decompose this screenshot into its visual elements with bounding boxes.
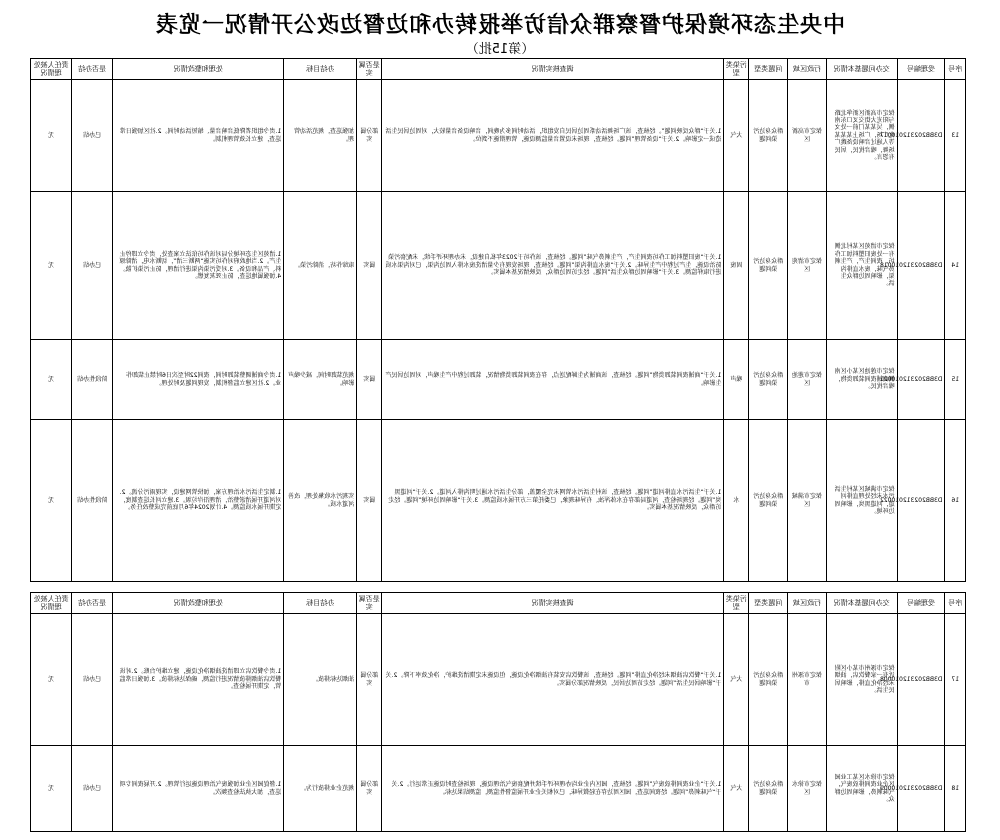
cell-punish: 无 [31,614,72,746]
cell-no: 14 [945,192,966,340]
cell-target: 实现污水收集处理，改善河道水质。 [284,420,357,582]
header-no: 序号 [945,59,966,80]
cell-summary: 保定市满城区某村生活污水未经处理直排河道，河道黑臭，影响周边环境。 [826,420,897,582]
petition-table-top [30,58,966,582]
cell-punish: 无 [31,420,72,582]
cell-fact: 部分属实 [357,614,382,746]
table-row [31,420,966,582]
cell-fact: 属实 [357,340,382,420]
header-fact: 是否属实 [357,593,382,614]
cell-pollution: 大气 [724,614,749,746]
batch-label: （第15批） [465,42,535,57]
cell-id: D3BB202312010018 [897,192,945,340]
cell-region: 保定市清苑区 [788,192,827,340]
cell-fact: 部分属实 [357,746,382,832]
header-done: 是否办结 [72,593,113,614]
cell-pollution: 大气 [724,80,749,192]
cell-investigation: 1.关于“商铺夜间装卸货物”问题。经核查，该商铺为生鲜配送点，存在夜间装卸货物情况，装卸过程中产生噪声，对周边居民产生影响。 [382,340,724,420]
cell-handling: 1.责令商铺调整装卸时间，夜间22时至次日6时禁止装卸作业。2.社区建立监督机制，发现问题及时处理。 [113,340,284,420]
cell-target: 规范企业排放行为。 [284,746,357,832]
cell-region: 保定市高新区 [788,80,827,192]
header-done: 是否办结 [72,59,113,80]
header-summary: 交办问题基本情况 [826,593,897,614]
cell-type: 群众身边污染问题 [749,614,788,746]
cell-investigation: 1.关于“废旧塑料加工作坊夜间生产，产生刺鼻气味”问题。经核查，该作坊于2023年私自建设，未办理环评手续，未配套污染防治设施，生产过程中产生异味。2.关于“废水直排沟渠”问题。经核查，现场发现有少量清洗废水排入周边沟渠，已对沟渠水质进行取样监测。3.关于“影响周边群众生活”问题。经走访周边群众，反映情况基本属实。 [382,192,724,340]
cell-investigation: 1.关于“餐饮店油烟未经净化直排”问题。经核查，该餐饮店安装有油烟净化设施，但设施未定期清洗维护，净化效率下降。2.关于“影响居民生活”问题。经走访周边居民，反映情况部分属实。 [382,614,724,746]
cell-id: D3BB202312010021 [897,340,945,420]
cell-no: 13 [945,80,966,192]
cell-region: 保定市徐水区 [788,746,827,832]
cell-fact: 属实 [357,420,382,582]
cell-no: 18 [945,746,966,832]
cell-type: 群众身边污染问题 [749,340,788,420]
header-handling: 处理和整改情况 [113,59,284,80]
cell-done: 已办结 [72,192,113,340]
cell-no: 16 [945,420,966,582]
header-fact: 是否属实 [357,59,382,80]
cell-done: 阶段性办结 [72,340,113,420]
cell-type: 群众身边污染问题 [749,746,788,832]
header-region: 行政区域 [788,59,827,80]
cell-summary: 保定市莲池区某小区南侧商铺夜间装卸货物，噪音扰民。 [826,340,897,420]
cell-type: 群众身边污染问题 [749,80,788,192]
header-no: 序号 [945,593,966,614]
header-id: 受理编号 [897,59,945,80]
header-investigation: 调查核实情况 [382,59,724,80]
cell-fact: 属实 [357,192,382,340]
cell-region: 保定市涿州市 [788,614,827,746]
header-punish: 责任人被处理情况 [31,59,72,80]
cell-id: D3BB202312010009 [897,746,945,832]
cell-no: 15 [945,340,966,420]
cell-handling: 1.责令餐饮店立即清洗油烟净化设施，建立维护台账。2.对该餐饮店油烟排放情况进行监测，确保达标排放。3.加强日常监管，定期开展检查。 [113,614,284,746]
table-row [31,746,966,832]
cell-handling: 1.制定生活污水治理方案，加快管网建设，实现雨污分流。2.对河道开展清淤整治，清理沿岸垃圾。3.建立河长巡查制度，定期开展水质监测。4.计划2024年6月底前完成整改任务。 [113,420,284,582]
cell-target: 油烟达标排放。 [284,614,357,746]
cell-punish: 无 [31,340,72,420]
cell-region: 保定市莲池区 [788,340,827,420]
header-pollution: 污染类型 [724,593,749,614]
page-title: 中央生态环境保护督察群众信访举报转办和边督边改公开情况一览表 [155,13,846,38]
header-pollution: 污染类型 [724,59,749,80]
header-target: 办结目标 [284,593,357,614]
cell-punish: 无 [31,746,72,832]
cell-investigation: 1.关于“企业夜间排放废气”问题。经核查，园区内企业均办理环评手续并配套废气治理设施，现场检查时设施正常运行。2.关于“气味刺鼻”问题。经夜间巡查，园区周边存在轻微异味，已对相关企业开展监督性监测，监测结果达标。 [382,746,724,832]
cell-punish: 无 [31,80,72,192]
cell-pollution: 固废 [724,192,749,340]
cell-done: 已办结 [72,80,113,192]
header-region: 行政区域 [788,593,827,614]
cell-summary: 保定市高新区新华北路与阳光大街交叉口东南侧，吴某某门前一处文化广场，广场上某某某等人通过音响设备跳广场舞，噪音扰民，居民有怨言。 [826,80,897,192]
header-punish: 责任人被处理情况 [31,593,72,614]
cell-target: 加强巡查，规范活动管理。 [284,80,357,192]
cell-done: 阶段性办结 [72,420,113,582]
header-target: 办结目标 [284,59,357,80]
cell-investigation: 1.关于“生活污水直排河道”问题。经核查，该村生活污水管网未完全覆盖，部分生活污水通过明沟排入河道。2.关于“河道黑臭”问题。经现场检查，河道局部存在水体浑浊、有异味现象，已委托第三方开展水质监测。3.关于“影响周边环境”问题。经走访群众，反映情况基本属实。 [382,420,724,582]
cell-id: D3BB202312010008 [897,614,945,746]
cell-pollution: 噪声 [724,340,749,420]
cell-investigation: 1.关于“群众反映问题”。经核查，该广场舞活动系周边居民自发组织，活动时间多为晚间，音响设备音量较大，对周边居民生活造成一定影响。2.关于“设备管理”问题。经核查，现场未设置音量监测设施，管理措施不到位。 [382,80,724,192]
cell-target: 取缔作坊，消除污染。 [284,192,357,340]
cell-fact: 部分属实 [357,80,382,192]
cell-id: D3BB202312010017 [897,80,945,192]
header-type: 问题类型 [749,59,788,80]
cell-summary: 保定市涿州市某小区附近有一家餐饮店，油烟未经净化直排，影响居民生活。 [826,614,897,746]
cell-handling: 1.清苑区生态环境分局对该作坊依法立案查处，责令立即停止生产。2.当地政府对作坊实施“两断三清”，切断水电，清除原料、产品和设备。3.对受污染沟渠进行清理，防止污染扩散。4.加强属地巡查，防止死灰复燃。 [113,192,284,340]
cell-region: 保定市满城区 [788,420,827,582]
cell-punish: 无 [31,192,72,340]
table-row [31,80,966,192]
cell-no: 17 [945,614,966,746]
header-summary: 交办问题基本情况 [826,59,897,80]
cell-pollution: 水 [724,420,749,582]
petition-table-bottom [30,592,966,832]
header-investigation: 调查核实情况 [382,593,724,614]
cell-id: D3BB202312010022 [897,420,945,582]
cell-done: 已办结 [72,746,113,832]
cell-summary: 保定市徐水区某工业园区企业夜间排放废气，气味刺鼻，影响周边群众。 [826,746,897,832]
table-row [31,340,966,420]
cell-handling: 1.督促园区企业加强废气治理设施运行管理。2.开展夜间专项巡查，加大执法检查频次。 [113,746,284,832]
cell-done: 已办结 [72,614,113,746]
cell-summary: 保定市清苑区某村北侧有一处废旧塑料加工作坊，夜间生产，产生刺鼻气味，废水直排沟渠，影响周边群众生活。 [826,192,897,340]
cell-handling: 1.责令组织者降低音响音量、缩短活动时间。2.社区加强日常巡查，建立长效管理机制。 [113,80,284,192]
header-type: 问题类型 [749,593,788,614]
cell-type: 群众身边污染问题 [749,192,788,340]
cell-pollution: 大气 [724,746,749,832]
cell-type: 群众身边污染问题 [749,420,788,582]
header-handling: 处理和整改情况 [113,593,284,614]
table-row [31,192,966,340]
header-id: 受理编号 [897,593,945,614]
cell-target: 规范装卸时间，减少噪声影响。 [284,340,357,420]
table-row [31,614,966,746]
